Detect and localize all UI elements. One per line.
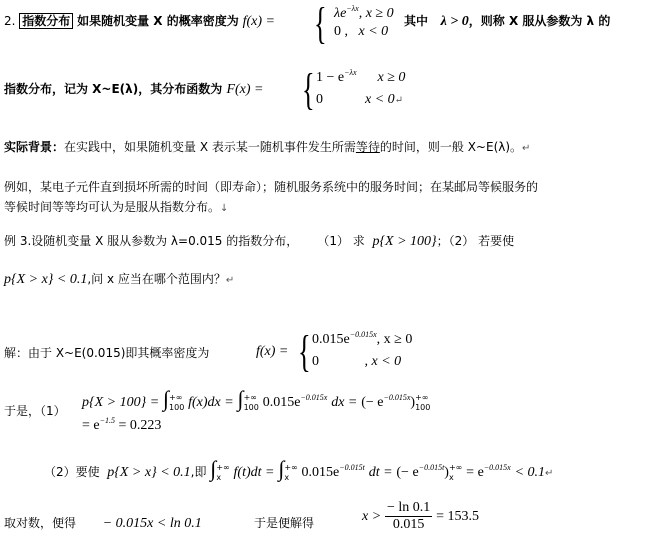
solution-so: 于是，（1） (4, 404, 66, 418)
background-line: 实际背景：在实践中，如果随机变量 X 表示某一随机事件发生所需等待的时间，则一般 X~E(λ)。↵ (4, 140, 531, 154)
solution-pdf-lhs: f(x) = (256, 344, 289, 359)
cdf-lhs: F(x) = (226, 82, 264, 97)
solution-intro: 解：由于 X~E(0.015)即其概率密度为 (4, 346, 210, 360)
definition-line-1 (4, 12, 275, 31)
section-heading: 指数分布 (19, 13, 73, 29)
pdf-case-2: 0 , x < 0 (334, 24, 389, 39)
cdf-case-2: 0 x < 0↵ (316, 92, 404, 107)
part1-equation: p{X > 100} = ∫+∞ 100 f(x)dx = ∫+∞ 100 $0.015e^{-0.015x}$ dx = (− $e^{-0.015x})+\infty$ 100 (82, 386, 431, 412)
example3-line-1: 例 3.设随机变量 X 服从参数为 λ=0.015 的指数分布， （1） 求 p{X > 100}；（2） 若要使 (4, 234, 515, 249)
definition-intro: 如果随机变量 X 的概率密度为 (77, 14, 239, 28)
example-paragraph-line-1: 例如，某电子元件直到损坏所需的时间（即寿命）；随机服务系统中的服务时间；在某邮局等候服务的 (4, 180, 539, 194)
solution-pdf-case-1: $0.015e^{-0.015x}$, x ≥ 0 (312, 330, 413, 347)
definition-line-2: 指数分布，记为 X~E(λ)，其分布函数为 F(x) = (4, 82, 264, 97)
pdf-brace: { (314, 0, 327, 48)
solution-pdf-case-2: 0 , x < 0 (312, 354, 402, 369)
final-line: 取对数，便得 − 0.015x < ln 0.1 (4, 516, 202, 531)
part2-equation: （2）要使 p{X > x} < 0.1,即 ∫+∞ x f(t)dt = ∫+∞ x $0.015e^{-0.015t}$ dt = (− $e^{-0.015t})+\infty$ $x = e^{-0.015x}$ < 0.1↵ (44, 456, 554, 482)
definition-where: 其中 λ > 0，则称 X 服从参数为 λ 的 (404, 14, 611, 29)
part1-result: = $e^{-1.5} = 0.223$ (82, 416, 162, 433)
final-result: x > $\frac{- \ln 0.1}{0.015}$ = 153.5 (362, 500, 480, 532)
background-label: 实际背景： (4, 140, 65, 154)
pdf-lhs: f(x) = (242, 14, 275, 29)
cdf-case-1: $1 - e^{-\lambda x}$ x ≥ 0 (316, 68, 406, 85)
example-paragraph-line-2: 等候时间等等均可认为是服从指数分布。↓ (4, 200, 229, 214)
pdf-case-1: $\lambda e^{-\lambda x}$, x ≥ 0 (334, 4, 394, 21)
section-number: 2. (4, 14, 16, 28)
solution-brace: { (298, 327, 311, 376)
cdf-brace: { (302, 65, 315, 114)
final-solve-label: 于是便解得 (254, 516, 315, 530)
example3-line-2: p{X > x} < 0.1,问 x 应当在哪个范围内？↵ (4, 272, 235, 287)
